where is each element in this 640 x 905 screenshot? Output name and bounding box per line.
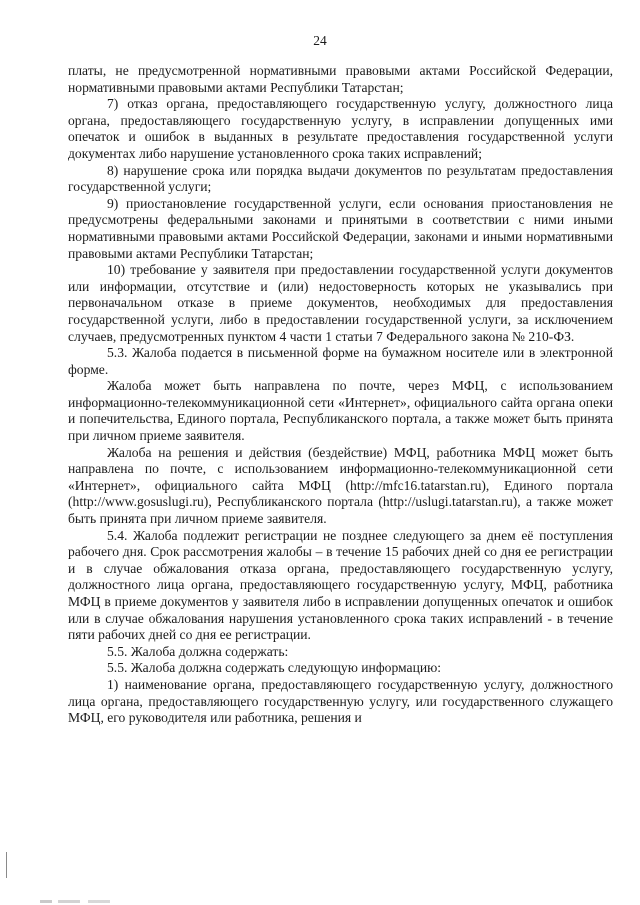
paragraph-5-5-heading: 5.5. Жалоба должна содержать: <box>107 643 289 659</box>
paragraph-5-5-info: 5.5. Жалоба должна содержать следующую информацию: <box>107 660 442 676</box>
paragraph-item-8: 8) нарушение срока или порядка выдачи документов по результатам предоставления государственной услуги; <box>68 162 613 195</box>
paragraph-5-4: 5.4. Жалоба подлежит регистрации не позднее следующего за днем её поступления рабочего дня. Срок рассмотрения жалобы – в течение 15 рабочих дней со дня ее регистрации и в случае обжалования отказа органа, предоставляющего государственную услугу, должностного лица органа, предоставляющего государственную услугу, МФЦ, работника МФЦ в приеме документов у заявителя либо в исправлении допущенных опечаток и ошибок или в случае обжалования нарушения установленного срока таких исправлений - в течение пяти рабочих дней со дня ее регистрации. <box>68 527 613 643</box>
paragraph-5-3: 5.3. Жалоба подается в письменной форме на бумажном носителе или в электронной форме. <box>68 345 613 377</box>
paragraph-item-10: 10) требование у заявителя при предоставлении государственной услуги документов или информации, отсутствие и (или) недостоверность которых не указывались при первоначальном отказе в приеме документов, необходимых для предоставления государственной услуги, либо в предоставлении государственной услуги, за исключением случаев, предусмотренных пунктом 4 части 1 статьи 7 Федерального закона № 210-ФЗ. <box>68 262 613 344</box>
paragraph-complaint-channels: Жалоба может быть направлена по почте, через МФЦ, с использованием информационно-телекоммуникационной сети «Интернет», официального сайта органа опеки и попечительства, Единого портала, Республиканского портала, а также может быть принята при личном приеме заявителя. <box>68 378 613 444</box>
paragraph-continuation: платы, не предусмотренной нормативными правовыми актами Российской Федерации, нормативными правовыми актами Республики Татарстан; <box>68 63 613 95</box>
paragraph-item-1: 1) наименование органа, предоставляющего государственную услугу, должностного лица органа, предоставляющего государственную услугу, или государственного служащего МФЦ, его руководителя или работника, решения и <box>68 676 613 726</box>
margin-mark <box>6 852 7 878</box>
paragraph-item-7: 7) отказ органа, предоставляющего государственную услугу, должностного лица органа, предоставляющего государственную услугу, в исправлении допущенных ими опечаток и ошибок в выданных в результате предоставления государственной услуги документах либо нарушение установленного срока таких исправлений; <box>68 96 613 161</box>
scan-artifact <box>40 900 150 903</box>
page-number: 24 <box>313 33 327 48</box>
paragraph-mfc-complaint: Жалоба на решения и действия (бездействие) МФЦ, работника МФЦ может быть направлена по почте, с использованием информационно-телекоммуникационной сети «Интернет», официального сайта МФЦ (http://mfc16.tatarstan.ru), Единого портала (http://www.gosuslugi.ru), Республиканского портала (http://uslugi.tatarstan.ru), а также может быть принята при личном приеме заявителя. <box>68 444 613 527</box>
paragraph-item-9: 9) приостановление государственной услуги, если основания приостановления не предусмотрены федеральными законами и принятыми в соответствии с ними иными нормативными правовыми актами Российской Федерации, законами и иными нормативными правовыми актами Республики Татарстан; <box>68 195 613 261</box>
document-body <box>68 63 613 727</box>
